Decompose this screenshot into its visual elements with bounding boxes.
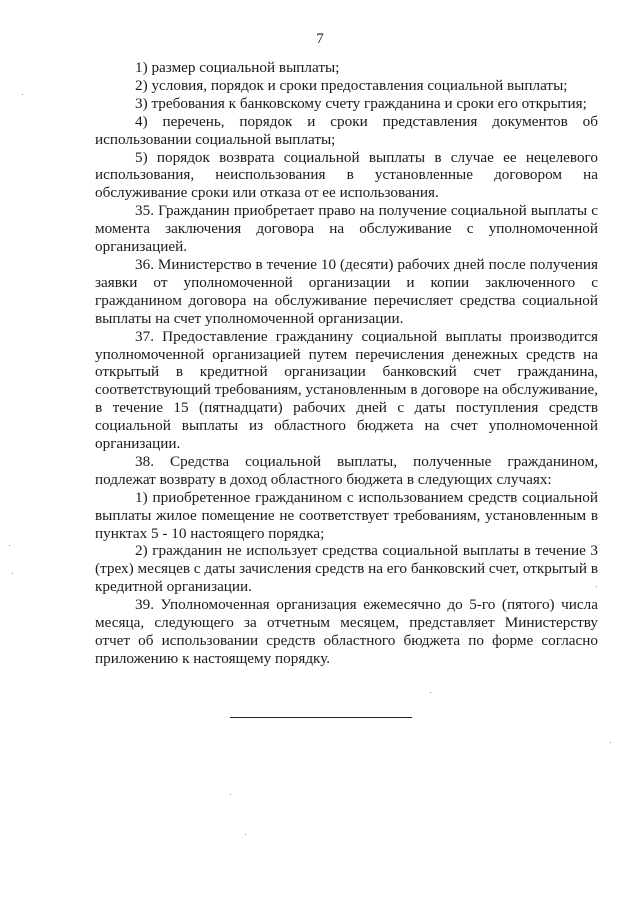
scan-speck xyxy=(610,742,611,743)
scan-speck xyxy=(12,573,13,574)
paragraph: 2) гражданин не использует средства социальной выплаты в течение 3 (трех) месяцев с даты зачисления средств на его банковский счет, открытый в кредитной организации. xyxy=(95,542,598,596)
scan-speck xyxy=(596,586,597,587)
scan-speck xyxy=(22,94,23,95)
paragraph: 1) приобретенное гражданином с использованием средств социальной выплаты жилое помещение не соответствует требованиям, установленным в пунктах 5 - 10 настоящего порядка; xyxy=(95,488,598,542)
end-separator-line xyxy=(230,717,412,718)
paragraph: 3) требования к банковскому счету гражданина и сроки его открытия; xyxy=(135,94,587,112)
scan-speck xyxy=(430,692,431,693)
paragraph: 2) условия, порядок и сроки предоставления социальной выплаты; xyxy=(135,76,568,94)
paragraph: 36. Министерство в течение 10 (десяти) рабочих дней после получения заявки от уполномоченной организации и копии заключенного с гражданином договора на обслуживание перечисляет средства социальной выплаты на счет уполномоченной организации. xyxy=(95,255,598,327)
paragraph: 38. Средства социальной выплаты, полученные гражданином, подлежат возврату в доход областного бюджета в следующих случаях: xyxy=(95,452,598,488)
paragraph: 5) порядок возврата социальной выплаты в случае ее нецелевого использования, неиспользования в установленные договором на обслуживание сроки или отказа от ее использования. xyxy=(95,148,598,202)
paragraph: 4) перечень, порядок и сроки представления документов об использовании социальной выплаты; xyxy=(95,112,598,148)
paragraph: 1) размер социальной выплаты; xyxy=(135,59,340,76)
scan-speck xyxy=(9,545,10,546)
page-number: 7 xyxy=(316,31,324,47)
scan-speck xyxy=(245,834,246,835)
scan-speck xyxy=(230,794,231,795)
paragraph: 35. Гражданин приобретает право на получение социальной выплаты с момента заключения договора на обслуживание с уполномоченной организацией. xyxy=(95,202,598,256)
paragraph: 37. Предоставление гражданину социальной выплаты производится уполномоченной организацией путем перечисления денежных средств на открытый в кредитной организации банковский счет гражданина, соответствующий требованиям, установленным в договоре на обслуживание, в течение 15 (пятнадцати) рабочих дней с даты поступления средств социальной выплаты из областного бюджета на счет уполномоченной организации. xyxy=(95,327,598,453)
paragraph: 39. Уполномоченная организация ежемесячно до 5-го (пятого) числа месяца, следующего за отчетным месяцем, представляет Министерству отчет об использовании средств областного бюджета по форме согласно приложению к настоящему порядку. xyxy=(95,596,598,667)
document-body xyxy=(95,59,598,668)
